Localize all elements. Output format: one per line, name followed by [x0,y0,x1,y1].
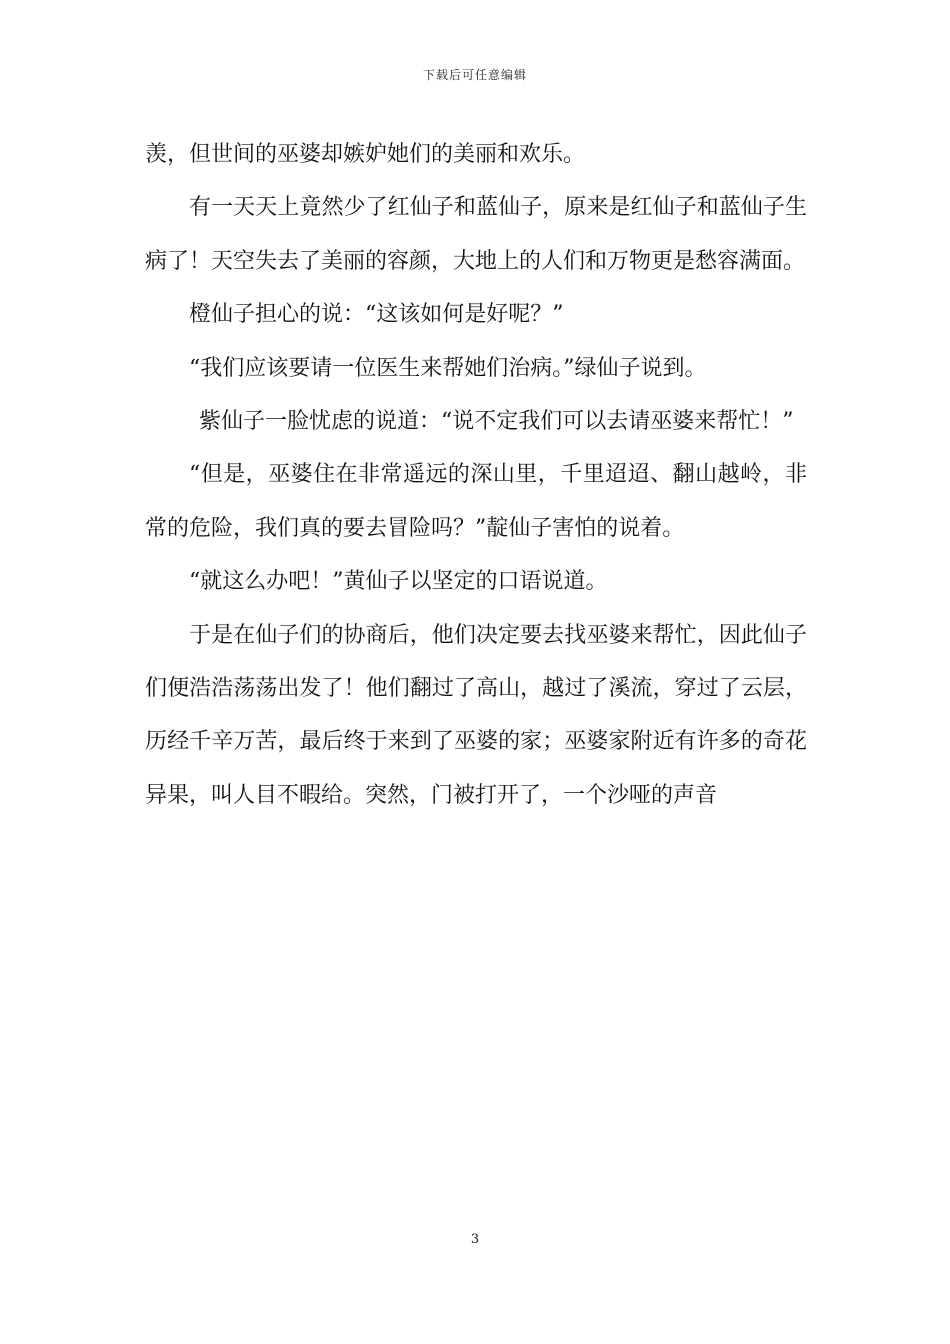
paragraph-6: “但是，巫婆住在非常遥远的深山里，千里迢迢、翻山越岭，非常的危险，我们真的要去冒险吗？”靛仙子害怕的说着。 [145,462,807,541]
page-header: 下载后可任意编辑 [422,68,527,82]
body-text [145,128,807,822]
paragraph-5: 紫仙子一脸忧虑的说道：“说不定我们可以去请巫婆来帮忙！” [199,409,794,435]
paragraph-1: 羡，但世间的巫婆却嫉妒她们的美丽和欢乐。 [145,142,586,167]
paragraph-2: 有一天天上竟然少了红仙子和蓝仙子，原来是红仙子和蓝仙子生病了！天空失去了美丽的容颜，大地上的人们和万物更是愁容满面。 [145,195,807,274]
paragraph-7: “就这么办吧！”黄仙子以坚定的口语说道。 [189,569,608,595]
paragraph-4: “我们应该要请一位医生来帮她们治病。”绿仙子说到。 [189,355,707,381]
page-number: 3 [470,1232,480,1247]
paragraph-3: 橙仙子担心的说：“这该如何是好呢？” [189,302,564,328]
paragraph-8: 于是在仙子们的协商后，他们决定要去找巫婆来帮忙，因此仙子们便浩浩荡荡出发了！他们翻过了高山，越过了溪流，穿过了云层，历经千辛万苦，最后终于来到了巫婆的家；巫婆家附近有许多的奇花异果，叫人目不暇给。突然，门被打开了，一个沙哑的声音 [145,622,807,808]
